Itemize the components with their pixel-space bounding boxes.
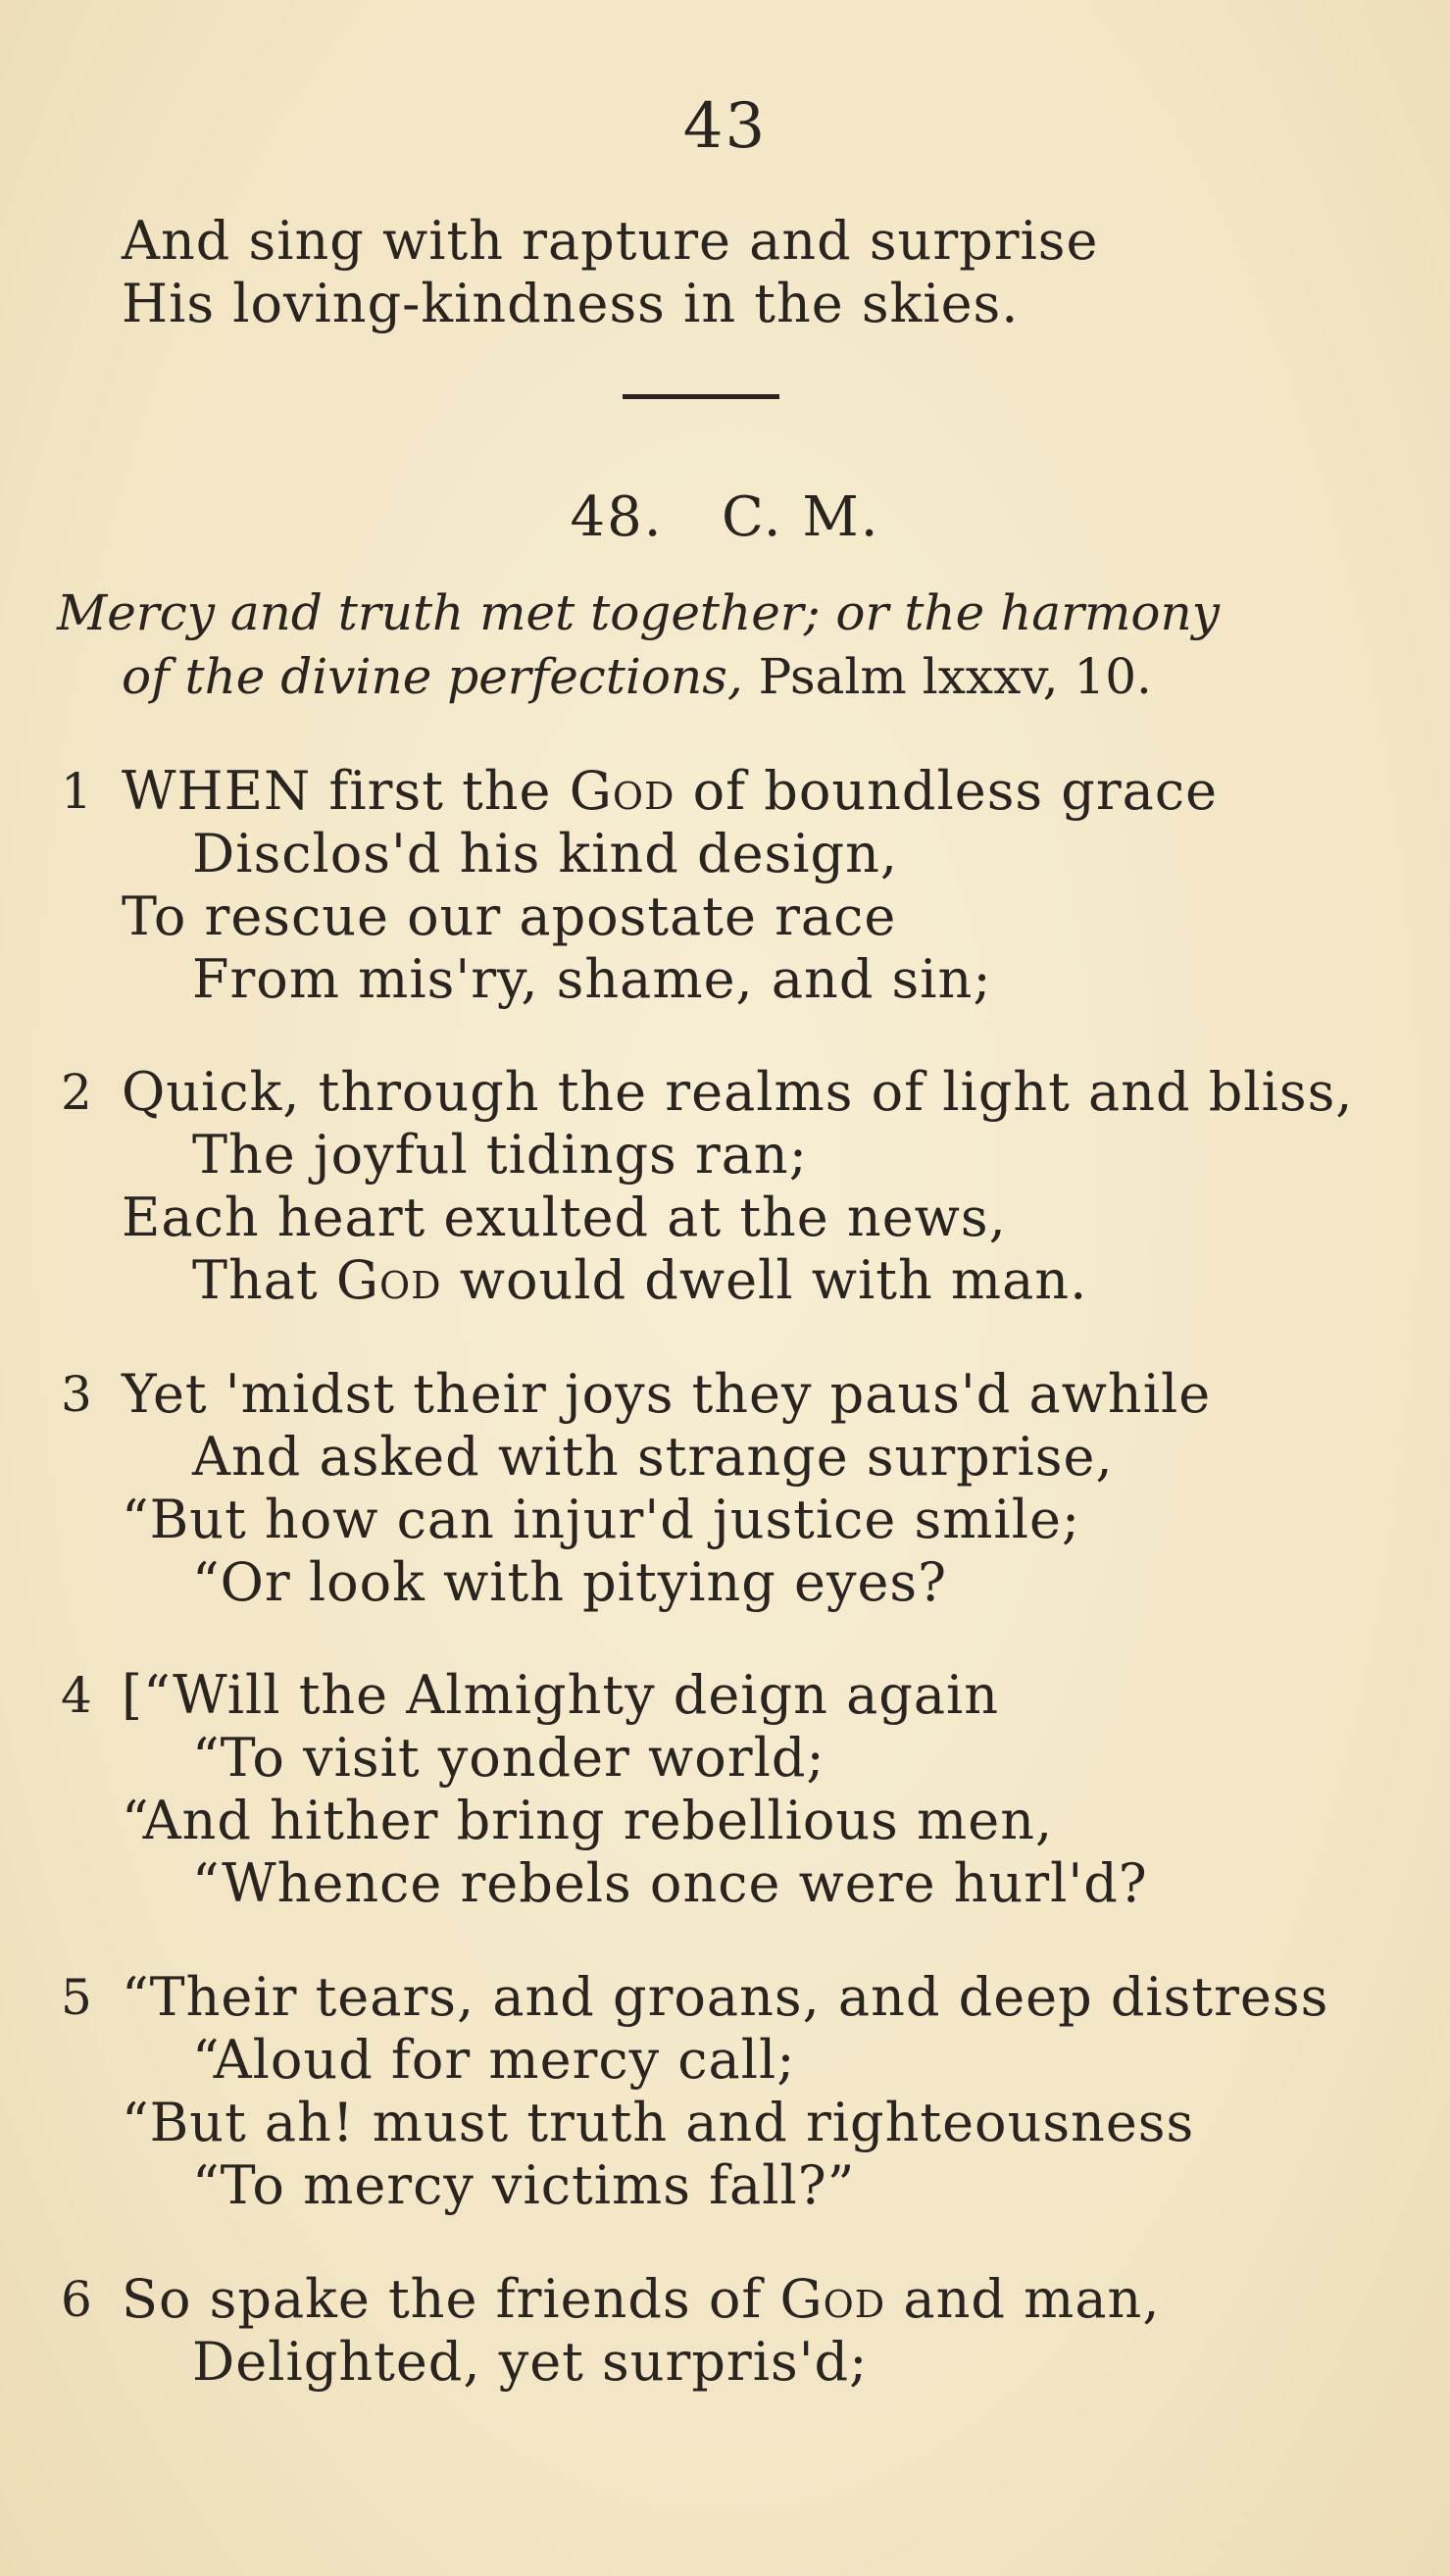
- verse-line: [192, 1249, 1087, 1312]
- verse-line: [122, 1187, 1007, 1249]
- hymn-title-line-2: [122, 647, 1152, 706]
- verse-line-text: From mis'ry, shame, and sin;: [192, 948, 992, 1010]
- verse-line: [122, 2268, 1160, 2331]
- verse-line: [122, 1061, 1353, 1124]
- hymn-title-italic: of the divine perfections,: [122, 648, 743, 705]
- verse-line-text: “Or look with pitying eyes?: [192, 1551, 948, 1613]
- verse-number: 1: [61, 763, 92, 820]
- verse-number: 5: [61, 1969, 92, 2026]
- verse-line-text: “Whence rebels once were hurl'd?: [192, 1852, 1148, 1914]
- verse-line-text: Delighted, yet surpris'd;: [192, 2331, 869, 2393]
- verse-line-text: of boundless grace: [675, 760, 1219, 822]
- verse-line-text: “To mercy victims fall?”: [192, 2154, 856, 2216]
- verse-line: [192, 1426, 1114, 1489]
- verse-line-text: “But how can injur'd justice smile;: [122, 1489, 1081, 1550]
- verse-line-text: So spake the friends of: [122, 2268, 780, 2330]
- verse-line-text: would dwell with man.: [441, 1249, 1088, 1311]
- verse-line: [192, 2029, 795, 2092]
- verse-line-text: Disclos'd his kind design,: [192, 823, 899, 884]
- verse-line: [122, 1363, 1211, 1426]
- verse-number: 3: [61, 1366, 92, 1423]
- continuation-line: And sing with rapture and surprise: [122, 210, 1099, 272]
- verse-number: 2: [61, 1064, 92, 1121]
- verse-line-text: WHEN first the: [122, 760, 570, 822]
- verse-line: [122, 2092, 1194, 2154]
- verse-line-text: “But ah! must truth and righteousness: [122, 2092, 1195, 2153]
- verse-line: [192, 1727, 825, 1790]
- hymn-meter: C. M.: [721, 485, 880, 549]
- verse-line-text: and man,: [885, 2268, 1161, 2330]
- verse-line: [192, 2331, 868, 2394]
- verse-line: [192, 1852, 1148, 1915]
- verse-line: [192, 2154, 855, 2217]
- verse-line-text: Yet 'midst their joys they paus'd awhile: [122, 1363, 1212, 1425]
- verse-line-text: To rescue our apostate race: [122, 885, 897, 947]
- verse-line: [192, 823, 898, 885]
- verse-number: 6: [61, 2271, 92, 2328]
- verse-line-text: “To visit yonder world;: [192, 1727, 825, 1789]
- verse-line-text: “And hither bring rebellious men,: [122, 1790, 1054, 1851]
- section-divider: [623, 394, 779, 399]
- hymn-scripture-ref: Psalm lxxxv, 10.: [742, 648, 1152, 705]
- hymn-title-line-1: [57, 583, 1220, 642]
- verse-line: [122, 1664, 999, 1727]
- verse-line: [122, 760, 1218, 823]
- hymn-heading: [0, 485, 1450, 549]
- verse-line: [192, 1124, 808, 1187]
- verse-line: [122, 885, 896, 948]
- page-number: 43: [682, 90, 768, 163]
- verse-line: [122, 1489, 1080, 1551]
- verse-line-text: Each heart exulted at the news,: [122, 1187, 1007, 1248]
- hymn-number: 48.: [570, 485, 664, 549]
- verse-line-smallcaps: God: [779, 2268, 886, 2330]
- verse-line-text: “Their tears, and groans, and deep distress: [122, 1966, 1329, 2028]
- verse-line: [122, 1790, 1053, 1852]
- verse-line-text: And asked with strange surprise,: [192, 1426, 1114, 1488]
- verse-line-smallcaps: God: [569, 760, 675, 822]
- verse-line-text: That: [192, 1249, 336, 1311]
- verse-line-text: Quick, through the realms of light and bliss,: [122, 1061, 1354, 1123]
- verse-line-smallcaps: God: [335, 1249, 442, 1311]
- hymn-title-italic: Mercy and truth met together; or the harmony: [57, 584, 1220, 641]
- verse-line: [192, 1551, 947, 1614]
- verse-line: [192, 948, 992, 1011]
- verse-line-text: “Aloud for mercy call;: [192, 2029, 796, 2091]
- verse-line-text: [“Will the Almighty deign again: [122, 1664, 1000, 1726]
- verse-number: 4: [61, 1667, 92, 1724]
- verse-line-text: The joyful tidings ran;: [192, 1124, 808, 1186]
- verse-line: [122, 1966, 1328, 2029]
- continuation-line: His loving-kindness in the skies.: [122, 273, 1020, 334]
